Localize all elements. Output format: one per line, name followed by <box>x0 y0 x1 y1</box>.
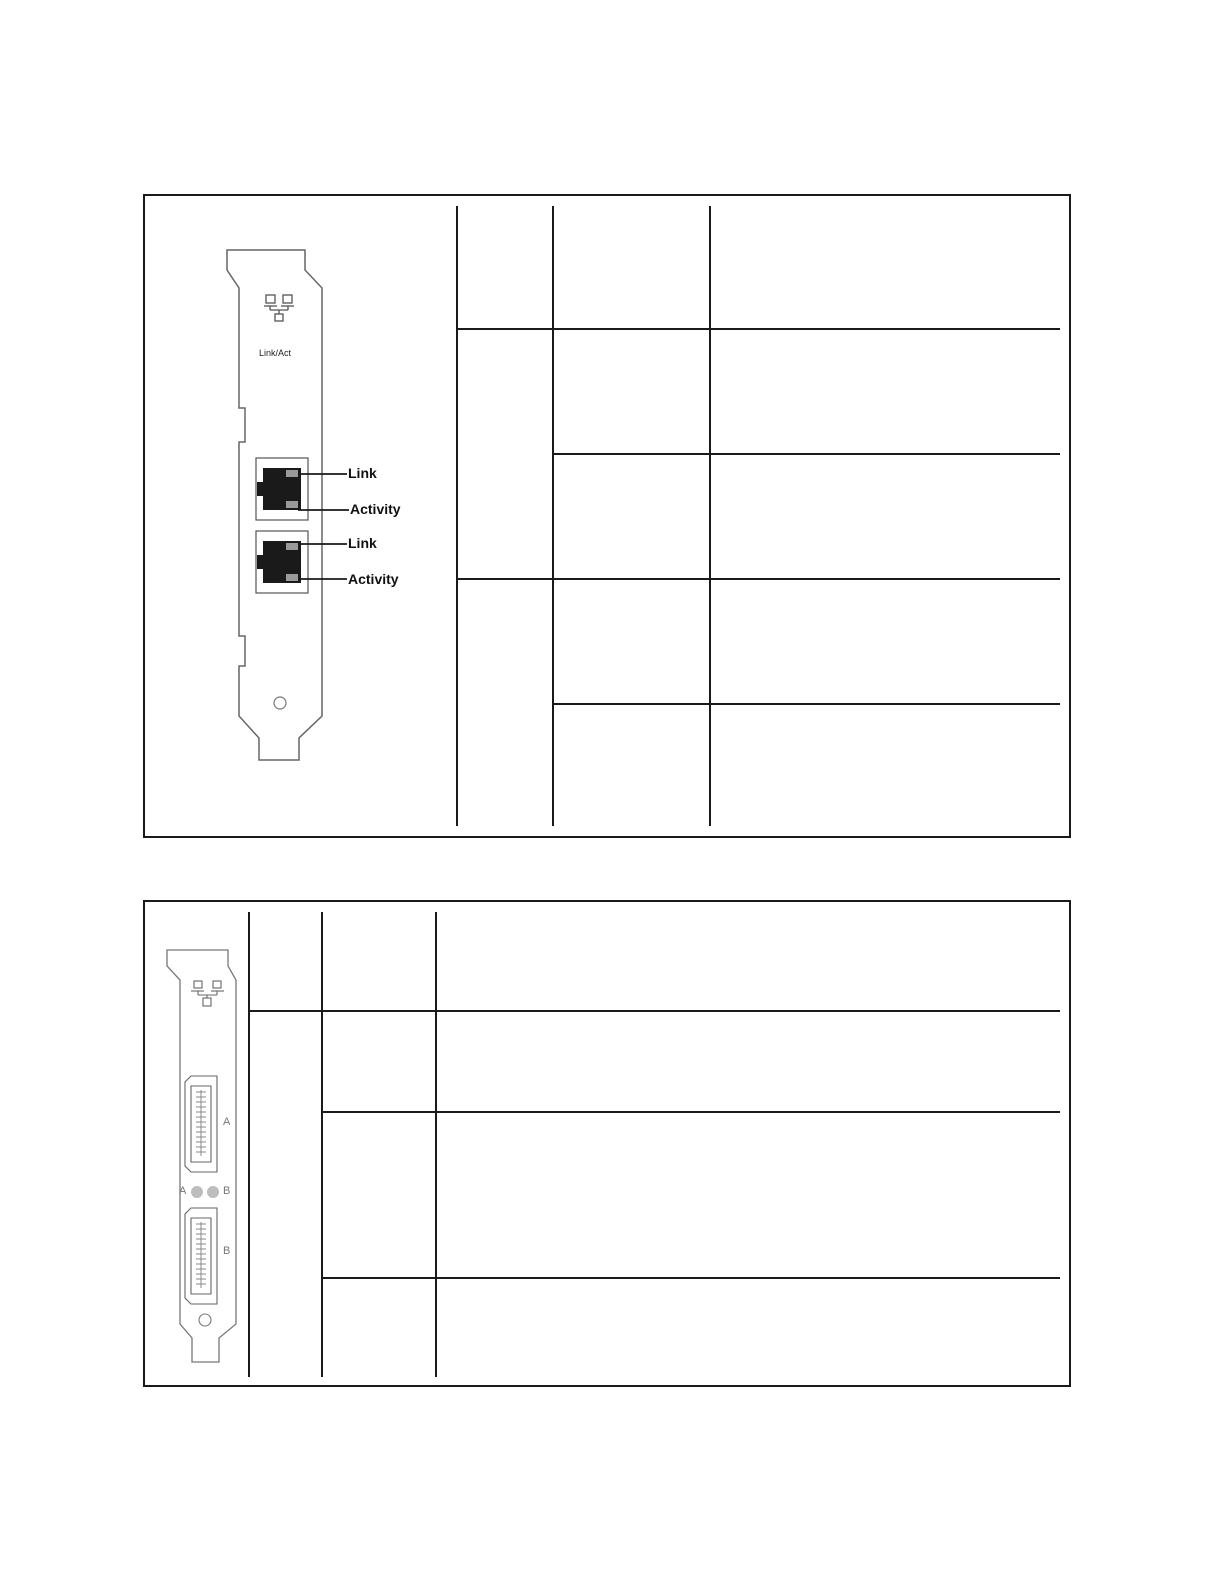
led-table-dual-port-adapter <box>143 194 1071 838</box>
table2-row-rule-2 <box>321 1111 1060 1113</box>
scsi-bracket-drawing <box>163 946 253 1366</box>
scsi-mounting-hole <box>199 1314 211 1326</box>
port1-link-led <box>286 470 298 477</box>
table1-row-rule-2 <box>552 453 1060 455</box>
bracket-caption: Link/Act <box>259 348 292 358</box>
port2-link-led <box>286 543 298 550</box>
mounting-hole <box>274 697 286 709</box>
port2-link-label: Link <box>348 535 377 551</box>
table1-col-rule-2 <box>552 206 554 826</box>
port1-activity-label: Activity <box>350 501 401 517</box>
table2-row-rule-3 <box>321 1277 1060 1279</box>
table1-col-rule-3 <box>709 206 711 826</box>
port1-activity-led <box>286 501 298 508</box>
table2-col-rule-3 <box>435 912 437 1377</box>
connector-a-label: A <box>223 1116 231 1128</box>
scsi-bracket-figure <box>163 946 253 1366</box>
connector-b-label: B <box>223 1245 231 1257</box>
table1-row-rule-4 <box>552 703 1060 705</box>
table2-col-rule-2 <box>321 912 323 1377</box>
network-icon <box>264 295 294 321</box>
table2-row-rule-1 <box>248 1010 1060 1012</box>
scsi-network-icon <box>191 981 224 1006</box>
connector-a-pins <box>196 1090 206 1156</box>
port2-activity-label: Activity <box>348 571 399 587</box>
led-b-label: B <box>223 1185 231 1197</box>
led-a-label: A <box>179 1185 187 1197</box>
port1-link-label: Link <box>348 465 377 481</box>
connector-b-pins <box>196 1222 206 1288</box>
led-a <box>191 1186 203 1198</box>
led-b <box>207 1186 219 1198</box>
adapter-bracket-figure <box>219 248 489 768</box>
table1-row-rule-3 <box>456 578 1060 580</box>
port2-activity-led <box>286 574 298 581</box>
table1-row-rule-1 <box>456 328 1060 330</box>
table1-col-rule-1 <box>456 206 458 826</box>
led-table-scsi-adapter <box>143 900 1071 1387</box>
table2-col-rule-1 <box>248 912 250 1377</box>
